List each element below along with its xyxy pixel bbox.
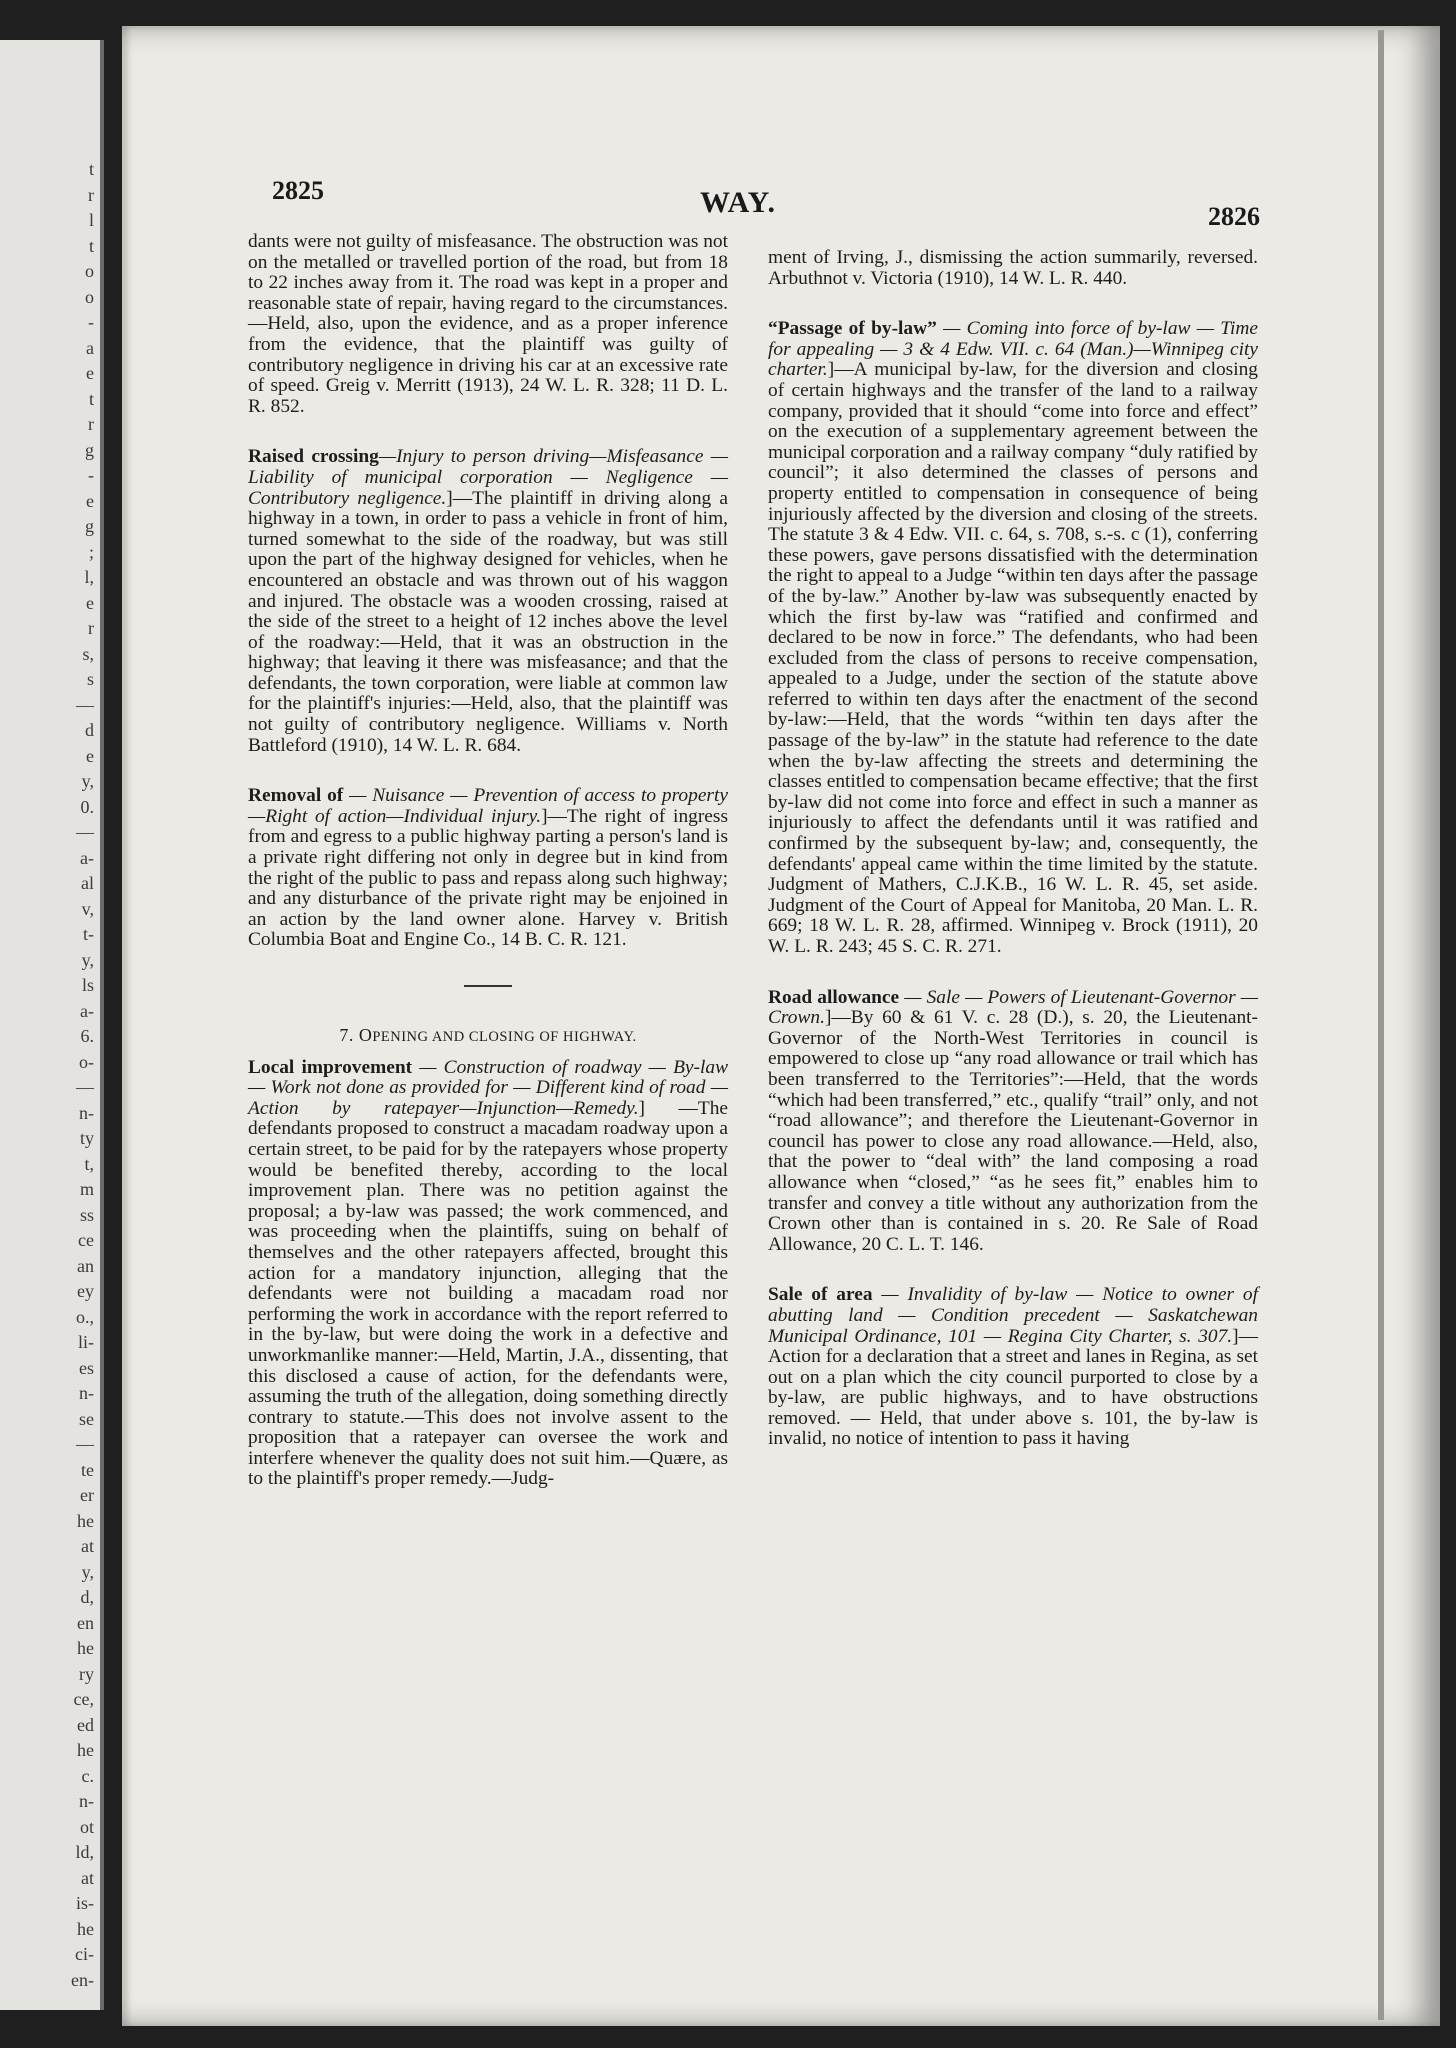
margin-fragment: a- (80, 1000, 94, 1021)
margin-fragment: r (88, 618, 94, 638)
margin-fragment: r (88, 184, 94, 205)
margin-fragment: - (88, 312, 94, 332)
margin-fragment: n- (79, 1383, 94, 1403)
entry-heading-road-allowance: Road allowance (768, 986, 900, 1008)
margin-fragment: ss (79, 1204, 94, 1225)
entry-keywords: —Injury to person driving—Misfeasance — Liability of municipal corporation — Negligence — Contributory negligence. (248, 446, 729, 509)
left-text-column (248, 232, 728, 1520)
margin-fragment: ld, (75, 1842, 94, 1862)
margin-fragment: te (81, 1459, 94, 1480)
margin-fragment: y, (81, 1561, 94, 1582)
paragraph-local-improvement (248, 1058, 728, 1490)
section-heading-opening-closing: 7. OPENING AND CLOSING OF HIGHWAY. (339, 1025, 637, 1045)
margin-fragment: he (77, 1740, 94, 1760)
previous-page-edge (0, 40, 104, 2010)
margin-fragment: e (86, 592, 94, 613)
entry-body: ]—The plaintiff in driving along a highway in a town, in order to pass a vehicle in front of him, turned somewhat to the side of the roadway, but was still upon the part of the highway designed for vehicles, when he encountered an obstacle and was thrown out of his waggon and injured. The obstacle was a wooden crossing, raised at the side of the street to a height of 12 inches above the level of the roadway:—Held, that it was an obstruction in the highway; that leaving it there was misfeasance; and that the defendants, the town corporation, were liable at common law for the plaintiff's injuries:—Held, also, that the plaintiff was not guilty of contributory negligence. Williams v. North Battleford (1910), 14 W. L. R. 684. (248, 487, 728, 756)
margin-fragment: ed (77, 1714, 94, 1735)
paragraph-road-allowance (768, 988, 1258, 1256)
entry-body: ]—The right of ingress from and egress to a public highway parting a person's land is a private right differing not only in degree but in kind from the right of the public to pass and repass along such highway; and any disturbance of the private right may be enjoined in an action by the land owner alone. Harvey v. British Columbia Boat and Engine Co., 14 B. C. R. 121. (248, 805, 728, 951)
margin-fragment: — (76, 822, 94, 842)
margin-fragment: ce (78, 1230, 94, 1250)
margin-fragment: 6. (80, 1026, 94, 1046)
margin-fragment: o (85, 261, 94, 281)
entry-body: ]—By 60 & 61 V. c. 28 (D.), s. 20, the Lieutenant-Governor of the North-West Territories in council is empowered to close up “any road allowance or trail which has been transferred to the Territories”:—Held, that the words “which had been transferred,” etc., qualify “trail” only, and not “road allowance”; and therefore the Lieutenant-Governor in council has power to close any road allowance.—Held, also, that the power to “deal with” the land composing a road allowance when “closed,” “as he sees fit,” enables him to transfer and convey a title without any authorization from the Crown other than is contained in s. 20. Re Sale of Road Allowance, 20 C. L. T. 146. (768, 1007, 1258, 1255)
margin-fragment: he (77, 1510, 94, 1531)
margin-fragment: d (85, 720, 94, 740)
paragraph-raised-crossing (248, 447, 728, 756)
entry-heading-removal-of: Removal of (248, 785, 344, 807)
margin-fragment: es (79, 1357, 94, 1378)
entry-heading-local-improvement: Local improvement (248, 1056, 413, 1078)
entry-body: ] —The defendants proposed to construct a macadam roadway upon a certain street, to be paid for by the ratepayers whose property would be benefited thereby, according to the local improvement plan. There was no petition against the proposal; a by-law was passed; the work commenced, and was proceeding when the plaintiffs, suing on behalf of themselves and the other ratepayers affected, brought this action for a mandatory injunction, alleging that the defendants were not building a macadam road nor performing the work in accordance with the report referred to in the by-law, but were doing the work in a defective and unworkmanlike manner:—Held, Martin, J.A., dissenting, that this disclosed a cause of action, for the defendants were, assuming the truth of the allegation, doing something directly contrary to statute.—This does not involve assent to the proposition that a ratepayer can oversee the work and interfere whenever the quality does not suit him.—Quære, as to the plaintiff's proper remedy.—Judg- (248, 1097, 728, 1490)
margin-fragment: a (86, 337, 94, 358)
margin-fragment: at (81, 1867, 94, 1888)
margin-fragment: he (77, 1638, 94, 1658)
margin-fragment: ey (77, 1281, 94, 1301)
margin-fragment: y, (81, 771, 94, 791)
entry-keywords: — Construction of roadway — By-law — Work not done as provided for — Different kind of road — Action by ratepayer—Injunction—Remedy. (248, 1056, 729, 1119)
entry-keywords: — Invalidity of by-law — Notice to owner of abutting land — Condition precedent — Saskatchewan Municipal Ordinance, 101 — Regina City Charter, s. 307. (768, 1284, 1258, 1347)
margin-fragment: ce, (73, 1689, 94, 1709)
margin-fragment: at (81, 1536, 94, 1556)
running-head-title: WAY. (700, 186, 776, 219)
margin-fragment: s (86, 669, 94, 689)
margin-fragment: y, (81, 949, 94, 970)
margin-fragment: d, (80, 1587, 94, 1607)
margin-fragment: o (85, 286, 94, 307)
right-text-column (768, 248, 1258, 1480)
margin-fragment: s, (82, 643, 94, 664)
margin-fragment: m (79, 1179, 94, 1199)
margin-fragment: t (88, 388, 94, 409)
margin-fragment: al (81, 873, 94, 893)
margin-fragment: t, (84, 1153, 94, 1174)
margin-fragment: ot (79, 1816, 94, 1837)
entry-keywords: — Sale — Powers of Lieutenant-Governor — Crown. (768, 986, 1258, 1029)
margin-fragment: ty (79, 1128, 94, 1148)
entry-heading-raised-crossing: Raised crossing (248, 446, 379, 468)
margin-fragment: er (80, 1485, 94, 1505)
paragraph-judgment-continued: ment of Irving, J., dismissing the action summarily, reversed. Arbuthnot v. Victoria (1910), 14 W. L. R. 440. (768, 247, 1258, 289)
margin-fragment: n- (79, 1791, 94, 1811)
margin-fragment: r (88, 414, 94, 434)
margin-fragment: li- (78, 1332, 94, 1352)
paragraph-removal-of (248, 786, 728, 951)
page-edge-shadow (1378, 30, 1384, 2020)
margin-fragment: v, (81, 898, 94, 919)
margin-fragment: g (85, 439, 94, 460)
margin-fragment: se (79, 1408, 94, 1429)
entry-heading-sale-of-area: Sale of area (768, 1284, 873, 1306)
margin-fragment: e (86, 490, 94, 511)
margin-fragment: e (86, 363, 94, 383)
margin-fragment: o., (76, 1306, 94, 1327)
paragraph-sale-of-area (768, 1285, 1258, 1450)
margin-fragment: — (76, 694, 94, 715)
margin-fragment: n- (79, 1102, 94, 1123)
paragraph-passage-of-by-law (768, 319, 1258, 957)
margin-fragment: t (88, 159, 94, 179)
margin-fragment: ls (81, 975, 94, 995)
paragraph-misfeasance-continued: dants were not guilty of misfeasance. The obstruction was not on the metalled or travelled portion of the road, but from 18 to 22 inches away from it. The road was kept in a proper and reasonable state of repair, having regard to the circumstances. —Held, also, upon the evidence, and as a proper inference from the evidence, that the plaintiff was guilty of contributory negligence in driving his car at an excessive rate of speed. Greig v. Merritt (1913), 24 W. L. R. 328; 11 D. L. R. 852. (248, 231, 728, 417)
margin-fragment: ; (88, 541, 94, 562)
page-number-right: 2826 (1208, 202, 1260, 231)
margin-fragment: a- (80, 847, 94, 868)
margin-fragment: o- (79, 1051, 94, 1072)
margin-fragment: ry (79, 1663, 94, 1684)
margin-fragment: g (85, 516, 94, 536)
margin-fragment: t (88, 235, 94, 256)
entry-keywords: — Nuisance — Prevention of access to property—Right of action—Individual injury. (248, 785, 728, 827)
margin-fragment: t- (83, 924, 94, 944)
margin-fragment: l, (84, 567, 94, 587)
entry-body: ]—Action for a declaration that a street and lanes in Regina, as set out on a plan which the city council purported to close by a by-law, are public highways, and to have obstructions removed. — Held, that under above s. 101, the by-law is invalid, no notice of intention to pass it having (768, 1325, 1258, 1450)
entry-body: ]—A municipal by-law, for the diversion and closing of certain highways and the transfer of the land to a railway company, provided that it should “come into force and effect” on the execution of a supplementary agreement between the municipal corporation and a railway company “duly ratified by council”; it also determined the classes of persons and property entitled to compensation in consequence of being injuriously affected by the diversion and closing of the streets. The statute 3 & 4 Edw. VII. c. 64, s. 708, s.-s. c (1), conferring these powers, gave persons dissatisfied with the determination the right to appeal to a Judge “within ten days after the passage of the by-law.” Another by-law was subsequently enacted by which the first by-law was “ratified and confirmed and declared to be now in force.” The defendants, who had been excluded from the class of persons to receive compensation, appealed to a Judge, under the section of the statute above referred to within ten days after the enactment of the second by-law:—Held, that the words “within ten days after the passage of the by-law” in the statute had reference to the date when the by-law affecting the streets and determining the classes entitled to compensation became effective; that the first by-law did not come into force and effect in such a manner as injuriously to affect the defendants until it was ratified and confirmed by the subsequent by-law; and, consequently, the defendants' appeal came within the time limited by the statute. Judgment of Mathers, C.J.K.B., 16 W. L. R. 45, set aside. Judgment of the Court of Appeal for Manitoba, 20 Man. L. R. 669; 18 W. L. R. 28, affirmed. Winnipeg v. Brock (1911), 20 W. L. R. 243; 45 S. C. R. 271. (768, 359, 1258, 957)
margin-fragment: en- (71, 1969, 94, 1990)
margin-fragment: an (77, 1255, 94, 1276)
margin-fragment: is- (76, 1893, 94, 1913)
margin-fragment: en (77, 1612, 94, 1633)
margin-fragment: ci- (75, 1944, 94, 1964)
margin-fragment: — (76, 1434, 94, 1454)
margin-fragment: c. (81, 1765, 94, 1786)
margin-fragment: l (88, 210, 94, 230)
entry-heading-passage-of-by-law: “Passage of by-law” (768, 318, 937, 340)
margin-fragment: 0. (80, 796, 94, 817)
page-number-left: 2825 (272, 176, 324, 205)
margin-fragment: - (88, 465, 94, 485)
margin-fragment: he (77, 1918, 94, 1939)
margin-fragment: e (86, 745, 94, 766)
section-divider (464, 985, 512, 987)
entry-keywords: — Coming into force of by-law — Time for appealing — 3 & 4 Edw. VII. c. 64 (Man.)—Winnipeg city charter. (768, 318, 1259, 381)
margin-fragment: — (76, 1077, 94, 1097)
